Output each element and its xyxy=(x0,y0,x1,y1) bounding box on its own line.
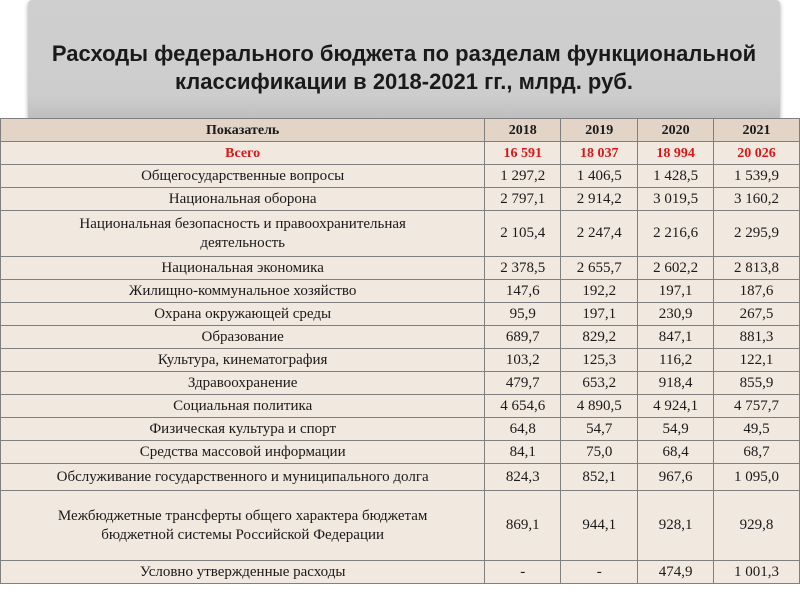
row-label: Общегосударственные вопросы xyxy=(1,165,485,188)
page-title xyxy=(28,40,780,96)
cell-2021: 267,5 xyxy=(714,303,800,326)
cell-2018: 95,9 xyxy=(485,303,561,326)
cell-2018: 2 797,1 xyxy=(485,188,561,211)
cell-2021: 3 160,2 xyxy=(714,188,800,211)
cell-2020: 116,2 xyxy=(638,349,714,372)
row-label: Культура, кинематография xyxy=(1,349,485,372)
table-row-total xyxy=(1,142,800,165)
total-2018: 16 591 xyxy=(485,142,561,165)
cell-2020: 474,9 xyxy=(638,561,714,584)
cell-2019: 653,2 xyxy=(561,372,638,395)
cell-2019: 852,1 xyxy=(561,464,638,491)
table-row xyxy=(1,280,800,303)
cell-2019: 54,7 xyxy=(561,418,638,441)
cell-2020: 2 216,6 xyxy=(638,211,714,257)
cell-2021: 1 095,0 xyxy=(714,464,800,491)
cell-2019: 2 655,7 xyxy=(561,257,638,280)
cell-2019: 2 247,4 xyxy=(561,211,638,257)
table-row xyxy=(1,349,800,372)
header-indicator: Показатель xyxy=(1,119,485,142)
cell-2018: 479,7 xyxy=(485,372,561,395)
cell-2021: 1 001,3 xyxy=(714,561,800,584)
cell-2021: 187,6 xyxy=(714,280,800,303)
row-label: Национальная оборона xyxy=(1,188,485,211)
budget-table xyxy=(0,118,800,584)
total-2020: 18 994 xyxy=(638,142,714,165)
cell-2019: 2 914,2 xyxy=(561,188,638,211)
table-row xyxy=(1,257,800,280)
cell-2021: 929,8 xyxy=(714,491,800,561)
cell-2021: 881,3 xyxy=(714,326,800,349)
cell-2021: 49,5 xyxy=(714,418,800,441)
cell-2020: 54,9 xyxy=(638,418,714,441)
cell-2020: 918,4 xyxy=(638,372,714,395)
table-row xyxy=(1,491,800,561)
cell-2020: 4 924,1 xyxy=(638,395,714,418)
cell-2021: 2 813,8 xyxy=(714,257,800,280)
table-row xyxy=(1,165,800,188)
cell-2020: 3 019,5 xyxy=(638,188,714,211)
cell-2021: 1 539,9 xyxy=(714,165,800,188)
cell-2020: 928,1 xyxy=(638,491,714,561)
cell-2019: 4 890,5 xyxy=(561,395,638,418)
cell-2018: 4 654,6 xyxy=(485,395,561,418)
header-2020: 2020 xyxy=(638,119,714,142)
table-row xyxy=(1,303,800,326)
total-2019: 18 037 xyxy=(561,142,638,165)
cell-2018: 869,1 xyxy=(485,491,561,561)
cell-2018: 64,8 xyxy=(485,418,561,441)
cell-2020: 68,4 xyxy=(638,441,714,464)
cell-2018: 2 378,5 xyxy=(485,257,561,280)
total-2021: 20 026 xyxy=(714,142,800,165)
row-label: Национальная экономика xyxy=(1,257,485,280)
cell-2018: 84,1 xyxy=(485,441,561,464)
cell-2019: 944,1 xyxy=(561,491,638,561)
cell-2018: 689,7 xyxy=(485,326,561,349)
cell-2019: 192,2 xyxy=(561,280,638,303)
total-label: Всего xyxy=(1,142,485,165)
cell-2020: 2 602,2 xyxy=(638,257,714,280)
cell-2020: 230,9 xyxy=(638,303,714,326)
table-row xyxy=(1,464,800,491)
cell-2018: - xyxy=(485,561,561,584)
cell-2018: 103,2 xyxy=(485,349,561,372)
row-label: Социальная политика xyxy=(1,395,485,418)
cell-2021: 855,9 xyxy=(714,372,800,395)
cell-2020: 847,1 xyxy=(638,326,714,349)
header-2019: 2019 xyxy=(561,119,638,142)
row-label xyxy=(1,491,485,561)
cell-2021: 68,7 xyxy=(714,441,800,464)
cell-2020: 967,6 xyxy=(638,464,714,491)
cell-2021: 4 757,7 xyxy=(714,395,800,418)
cell-2020: 197,1 xyxy=(638,280,714,303)
cell-2019: 75,0 xyxy=(561,441,638,464)
cell-2018: 2 105,4 xyxy=(485,211,561,257)
row-label xyxy=(1,211,485,257)
header-2021: 2021 xyxy=(714,119,800,142)
title-line-1: Расходы федерального бюджета по разделам функциональной xyxy=(51,41,757,66)
header-2018: 2018 xyxy=(485,119,561,142)
cell-2018: 824,3 xyxy=(485,464,561,491)
row-label: Обслуживание государственного и муниципального долга xyxy=(1,464,485,491)
row-label-line-2: бюджетной системы Российской Федерации xyxy=(101,526,385,543)
table-row xyxy=(1,188,800,211)
title-line-2: классификации в 2018-2021 гг., млрд. руб. xyxy=(174,69,634,94)
cell-2019: - xyxy=(561,561,638,584)
cell-2019: 197,1 xyxy=(561,303,638,326)
cell-2019: 1 406,5 xyxy=(561,165,638,188)
row-label-line-2: деятельность xyxy=(200,234,285,251)
row-label: Образование xyxy=(1,326,485,349)
table-row xyxy=(1,372,800,395)
cell-2019: 125,3 xyxy=(561,349,638,372)
cell-2019: 829,2 xyxy=(561,326,638,349)
row-label-line-1: Национальная безопасность и правоохранительная xyxy=(79,215,406,232)
table-row xyxy=(1,211,800,257)
table-row xyxy=(1,441,800,464)
cell-2018: 147,6 xyxy=(485,280,561,303)
table-row xyxy=(1,395,800,418)
table-header-row xyxy=(1,119,800,142)
cell-2018: 1 297,2 xyxy=(485,165,561,188)
row-label: Физическая культура и спорт xyxy=(1,418,485,441)
cell-2020: 1 428,5 xyxy=(638,165,714,188)
row-label: Жилищно-коммунальное хозяйство xyxy=(1,280,485,303)
table-row xyxy=(1,418,800,441)
row-label: Средства массовой информации xyxy=(1,441,485,464)
cell-2021: 2 295,9 xyxy=(714,211,800,257)
cell-2021: 122,1 xyxy=(714,349,800,372)
row-label-line-1: Межбюджетные трансферты общего характера бюджетам xyxy=(57,507,428,524)
table-row xyxy=(1,326,800,349)
row-label: Здравоохранение xyxy=(1,372,485,395)
table-row xyxy=(1,561,800,584)
row-label: Охрана окружающей среды xyxy=(1,303,485,326)
row-label: Условно утвержденные расходы xyxy=(1,561,485,584)
